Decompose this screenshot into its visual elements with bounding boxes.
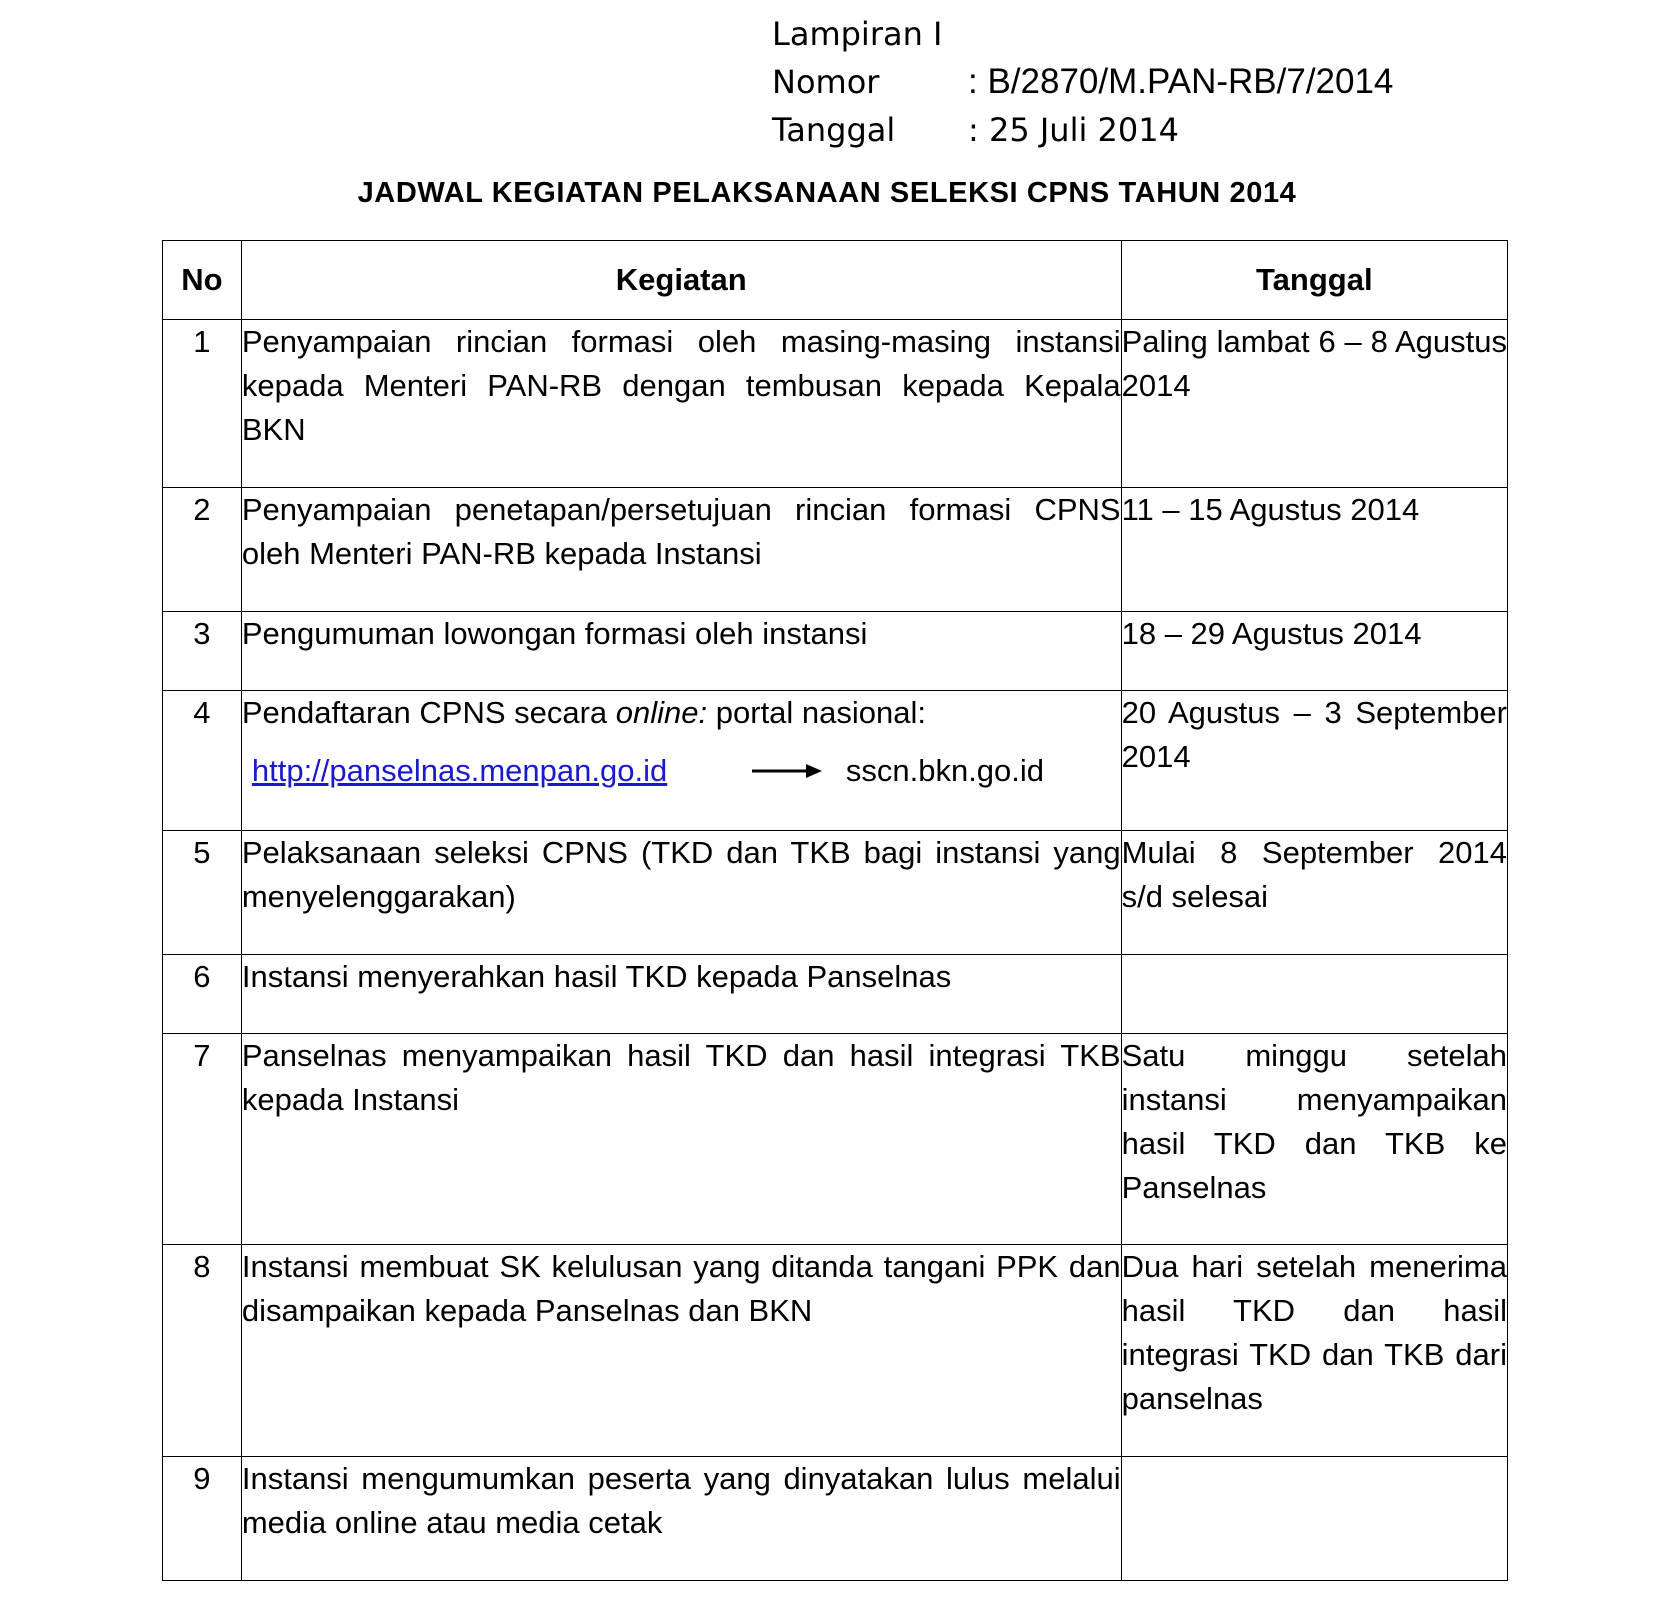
document-reference-header [772,10,1393,154]
schedule-table [162,240,1508,1581]
table-row [163,955,1508,1034]
date-line [772,106,1393,154]
column-header-date: Tanggal [1121,241,1507,320]
sscn-portal-text: sscn.bkn.go.id [845,753,1045,788]
date-label: Tanggal [772,111,896,149]
activity-cell: Penyampaian rincian formasi oleh masing-masing instansi kepada Menteri PAN-RB dengan tembusan kepada Kepala BKN [241,320,1121,488]
number-line [772,58,1393,106]
column-header-activity: Kegiatan [241,241,1121,320]
table-row [163,612,1508,691]
date-cell: 20 Agustus – 3 September 2014 [1121,691,1507,831]
activity-cell: Instansi membuat SK kelulusan yang ditanda tangani PPK dan disampaikan kepada Panselnas dan BKN [241,1245,1121,1457]
date-cell: 11 – 15 Agustus 2014 [1121,488,1507,612]
date-cell: Paling lambat 6 – 8 Agustus 2014 [1121,320,1507,488]
table-row [163,831,1508,955]
date-cell [1121,1457,1507,1581]
table-row [163,320,1508,488]
table-row [163,1245,1508,1457]
attachment-label: Lampiran I [772,15,943,53]
activity-cell: Instansi mengumumkan peserta yang dinyatakan lulus melalui media online atau media cetak [241,1457,1121,1581]
table-header-row [163,241,1508,320]
table-row [163,691,1508,831]
panselnas-link[interactable]: http://panselnas.menpan.go.id [251,753,668,788]
activity-cell: Instansi menyerahkan hasil TKD kepada Panselnas [241,955,1121,1034]
activity-cell: Panselnas menyampaikan hasil TKD dan hasil integrasi TKB kepada Instansi [241,1034,1121,1245]
date-cell: Satu minggu setelah instansi menyampaikan hasil TKD dan TKB ke Panselnas [1121,1034,1507,1245]
row-number: 1 [163,320,242,488]
row-number: 3 [163,612,242,691]
row-number: 6 [163,955,242,1034]
activity-cell: Pelaksanaan seleksi CPNS (TKD dan TKB bagi instansi yang menyelenggarakan) [241,831,1121,955]
date-cell: Dua hari setelah menerima hasil TKD dan hasil integrasi TKD dan TKB dari panselnas [1121,1245,1507,1457]
date-cell [1121,955,1507,1034]
activity-cell: Pengumuman lowongan formasi oleh instansi [241,612,1121,691]
online-emphasis: online: [615,695,708,730]
registration-prefix: Pendaftaran CPNS secara [241,695,616,730]
registration-suffix: portal nasional: [707,695,927,730]
date-value: : 25 Juli 2014 [968,111,1179,149]
table-row [163,1457,1508,1581]
date-cell: 18 – 29 Agustus 2014 [1121,612,1507,691]
date-cell: Mulai 8 September 2014 s/d selesai [1121,831,1507,955]
row-number: 7 [163,1034,242,1245]
row-number: 2 [163,488,242,612]
row-number: 5 [163,831,242,955]
registration-text [242,691,1121,735]
right-arrow-icon [752,761,822,781]
portal-link-line [242,749,1121,793]
row-number: 4 [163,691,242,831]
column-header-no: No [163,241,242,320]
table-row [163,488,1508,612]
row-number: 8 [163,1245,242,1457]
number-value: : B/2870/M.PAN-RB/7/2014 [968,62,1394,101]
row-number: 9 [163,1457,242,1581]
table-row [163,1034,1508,1245]
document-title: JADWAL KEGIATAN PELAKSANAAN SELEKSI CPNS TAHUN 2014 [357,177,1297,209]
attachment-line [772,10,1393,58]
number-label: Nomor [772,63,880,101]
activity-cell: Penyampaian penetapan/persetujuan rincian formasi CPNS oleh Menteri PAN-RB kepada Instansi [241,488,1121,612]
activity-cell [241,691,1121,831]
